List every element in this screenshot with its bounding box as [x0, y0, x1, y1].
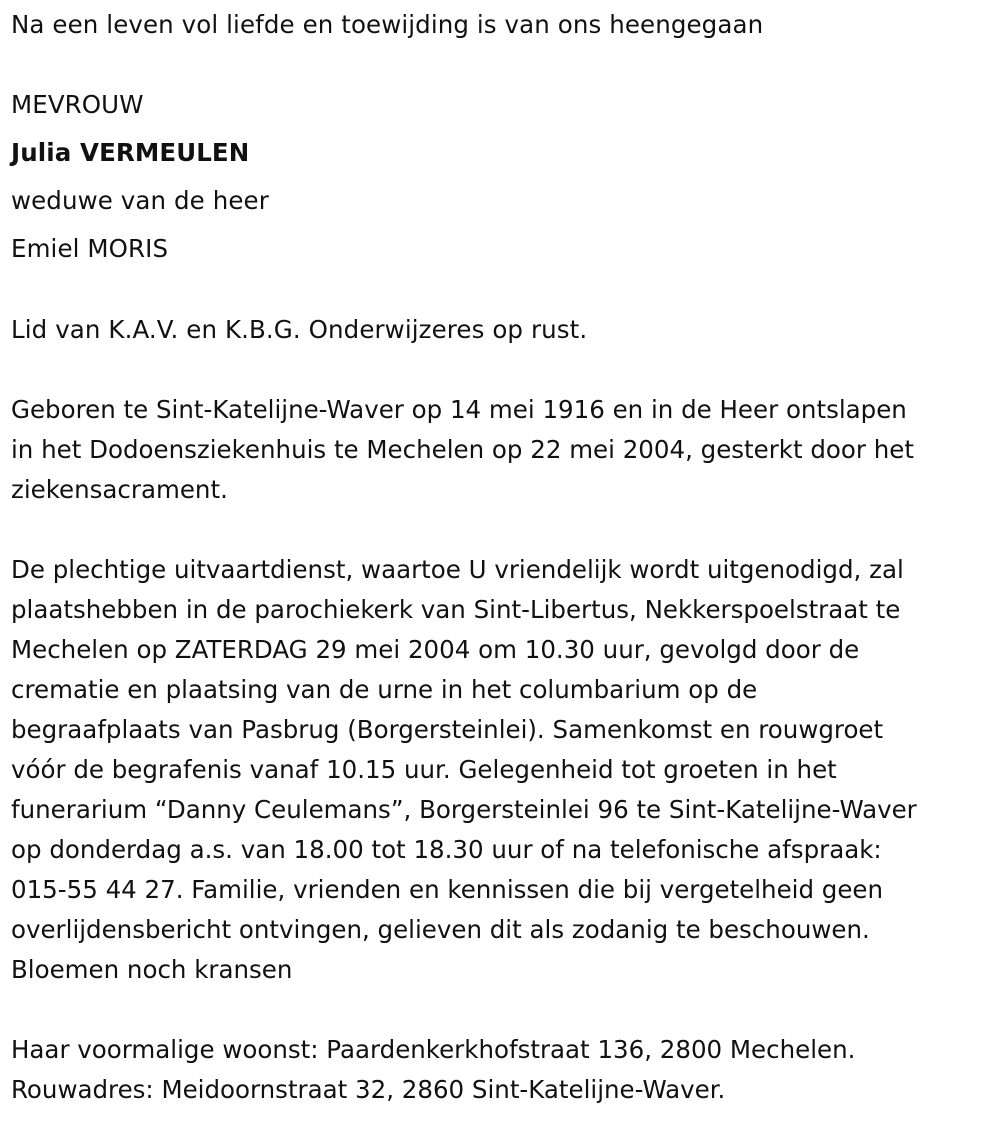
funeral-service-paragraph: [11, 550, 996, 990]
paragraph-line: in het Dodoensziekenhuis te Mechelen op 22 mei 2004, gesterkt door het: [11, 435, 914, 464]
paragraph-line: overlijdensbericht ontvingen, gelieven dit als zodanig te beschouwen.: [11, 915, 870, 944]
intro-text: Na een leven vol liefde en toewijding is van ons heengegaan: [11, 10, 764, 39]
paragraph-line: Geboren te Sint-Katelijne-Waver op 14 mei 1916 en in de Heer ontslapen: [11, 395, 907, 424]
paragraph-line: 015-55 44 27. Familie, vrienden en kennissen die bij vergetelheid geen: [11, 875, 884, 904]
paragraph-line: Bloemen noch kransen: [11, 955, 293, 984]
membership-text: Lid van K.A.V. en K.B.G. Onderwijzeres op rust.: [11, 315, 588, 344]
paragraph-line: Mechelen op ZATERDAG 29 mei 2004 om 10.30 uur, gevolgd door de: [11, 635, 860, 664]
title-prefix: MEVROUW: [11, 90, 144, 119]
mourning-address-line: Rouwadres: Meidoornstraat 32, 2860 Sint-Katelijne-Waver.: [11, 1075, 726, 1104]
former-residence-line: Haar voormalige woonst: Paardenkerkhofstraat 136, 2800 Mechelen.: [11, 1035, 856, 1064]
address-paragraph: [11, 1030, 996, 1110]
paragraph-line: vóór de begrafenis vanaf 10.15 uur. Gelegenheid tot groeten in het: [11, 755, 837, 784]
paragraph-line: begraafplaats van Pasbrug (Borgersteinlei). Samenkomst en rouwgroet: [11, 715, 884, 744]
spouse-name: Emiel MORIS: [11, 234, 169, 263]
deceased-name: Julia VERMEULEN: [11, 138, 250, 167]
paragraph-line: op donderdag a.s. van 18.00 tot 18.30 uur of na telefonische afspraak:: [11, 835, 882, 864]
widow-line: weduwe van de heer: [11, 186, 269, 215]
paragraph-line: crematie en plaatsing van de urne in het columbarium op de: [11, 675, 758, 704]
paragraph-line: plaatshebben in de parochiekerk van Sint-Libertus, Nekkerspoelstraat te: [11, 595, 901, 624]
paragraph-line: funerarium “Danny Ceulemans”, Borgersteinlei 96 te Sint-Katelijne-Waver: [11, 795, 917, 824]
birth-death-paragraph: [11, 390, 996, 510]
paragraph-line: De plechtige uitvaartdienst, waartoe U vriendelijk wordt uitgenodigd, zal: [11, 555, 904, 584]
paragraph-line: ziekensacrament.: [11, 475, 228, 504]
